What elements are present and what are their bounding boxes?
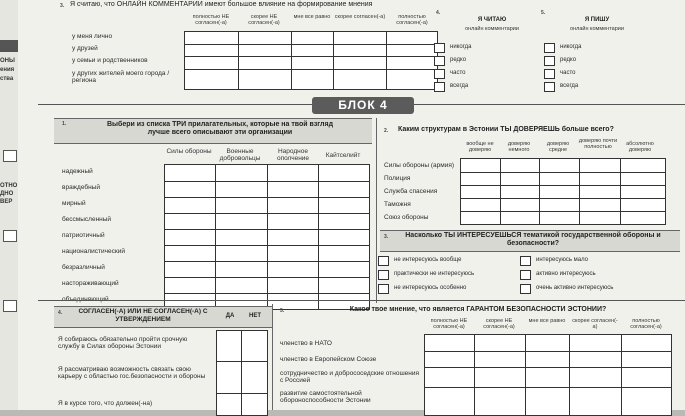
q4-top-checkbox[interactable]	[434, 43, 445, 53]
q3-top-col-header: скорее согласен(-а)	[334, 14, 386, 20]
q2-number: 2.	[384, 128, 389, 134]
left-page-snippet: ВЕР	[0, 199, 13, 205]
q4-top-option: никогда	[450, 44, 472, 50]
left-page-snippet: ДНО	[0, 191, 14, 197]
left-page-snippet: ОНЫ	[0, 58, 15, 64]
left-page-snippet: ОТНО	[0, 183, 18, 189]
q5-top-option: никогда	[560, 44, 582, 50]
q4b-number: 4.	[58, 310, 63, 316]
q5b-row-label: членство в НАТО	[280, 340, 332, 347]
q5-top-option: всегда	[560, 83, 579, 89]
q3b-checkbox[interactable]	[378, 270, 389, 280]
q5b-number: 5.	[280, 308, 285, 314]
q3b-checkbox[interactable]	[520, 256, 531, 266]
q3-top-col-header: полностью НЕ согласен(-а)	[192, 14, 230, 26]
q4-top-option: всегда	[450, 83, 469, 89]
q1-title: Выбери из списка ТРИ прилагательных, которые на твой взгляд лучше всего описывают эти организации	[106, 121, 334, 136]
q3b-option: активно интересуюсь	[536, 271, 596, 277]
q2-row-label: Служба спасения	[384, 188, 438, 195]
left-page-box	[3, 230, 17, 242]
q4-top-option: редко	[450, 57, 467, 63]
q4b-title: СОГЛАСЕН(-А) ИЛИ НЕ СОГЛАСЕН(-А) С УТВЕРЖДЕНИЕМ	[78, 308, 208, 323]
q1-number: 1.	[62, 121, 67, 127]
q5b-col-header: скорее НЕ согласен(-а)	[483, 318, 515, 330]
q5b-col-header: скорее согласен(-а)	[572, 318, 618, 330]
q3b-checkbox[interactable]	[520, 270, 531, 280]
q4-top-checkbox[interactable]	[434, 82, 445, 92]
q3b-title: Насколько ТЫ ИНТЕРЕСУЕШЬСЯ тематикой государственной обороны и безопасности?	[405, 232, 661, 247]
q5-top-option: часто	[560, 70, 576, 76]
q2-col-header: доверяю немного	[507, 141, 531, 153]
q5-top-checkbox[interactable]	[544, 43, 555, 53]
q4-top-checkbox[interactable]	[434, 69, 445, 79]
q3-top-col-header: полностью согласен(-а)	[396, 14, 428, 26]
q4b-grid[interactable]	[216, 330, 268, 416]
q3-top-row-label: у меня лично	[72, 33, 113, 40]
q5b-grid[interactable]	[424, 334, 672, 416]
q3b-option: очень активно интересуюсь	[536, 285, 614, 291]
q1-row-label: надежный	[62, 168, 93, 175]
q5-top-number: 5.	[541, 10, 546, 16]
section-divider	[376, 118, 377, 303]
q3b-number: 3.	[384, 234, 389, 240]
q2-grid[interactable]	[460, 158, 666, 225]
q2-row-label: Силы обороны (армия)	[384, 162, 455, 169]
left-page-box	[3, 150, 17, 162]
q2-row-label: Таможня	[384, 201, 411, 208]
q4-top-option: часто	[450, 70, 466, 76]
left-page-snippet: ения	[0, 67, 15, 73]
q3-top-col-header: мне все равно	[293, 14, 331, 20]
q1-row-label: националистический	[62, 248, 126, 255]
q5-top-checkbox[interactable]	[544, 56, 555, 66]
q5b-col-header: полностью согласен(-а)	[630, 318, 662, 330]
q5b-col-header: полностью НЕ согласен(-а)	[430, 318, 468, 330]
q2-row-label: Союз обороны	[384, 214, 429, 221]
q5b-row-label: членство в Европейском Союзе	[280, 356, 377, 363]
q5b-row-label: развитие самостоятельной обороноспособности Эстонии	[280, 390, 371, 404]
q5b-row-label: сотрудничество и добрососедские отношения с Россией	[280, 370, 420, 384]
q1-col-header: Народное ополчение	[276, 148, 310, 162]
questionnaire-sheet	[18, 0, 685, 410]
q4-top-number: 4.	[436, 10, 441, 16]
q2-col-header: доверяю почти полностью	[578, 138, 618, 150]
q5-top-title: Я ПИШУ	[584, 17, 610, 23]
q1-grid[interactable]	[164, 164, 370, 310]
q3-top-number: 3.	[60, 3, 65, 9]
q3-top-row-label: у друзей	[72, 45, 98, 52]
left-page-edge	[0, 0, 19, 410]
q1-row-label: бессмысленный	[62, 216, 112, 223]
q2-row-label: Полиция	[384, 175, 411, 182]
q1-col-header: Силы обороны	[166, 148, 212, 155]
q1-row-label: враждебный	[62, 184, 100, 191]
q5-top-option: редко	[560, 57, 577, 63]
q4b-no-header: НЕТ	[249, 313, 261, 319]
q4-top-subtitle: онлайн комментарии	[465, 26, 519, 32]
q2-title: Каким структурам в Эстонии ТЫ ДОВЕРЯЕШЬ больше всего?	[398, 126, 614, 133]
left-page-band	[0, 40, 18, 52]
q3b-option: не интересуюсь особенно	[394, 285, 467, 291]
section-divider	[272, 304, 273, 410]
block-4-label: БЛОК 4	[312, 97, 414, 114]
q3-top-grid[interactable]	[184, 31, 438, 90]
q2-col-header: доверяю средне	[546, 141, 570, 153]
left-page-snippet: ства	[0, 76, 14, 82]
q5-top-checkbox[interactable]	[544, 69, 555, 79]
q3b-option: интересуюсь мало	[536, 257, 589, 263]
q3b-option: не интересуюсь вообще	[394, 257, 462, 263]
q3b-checkbox[interactable]	[378, 284, 389, 294]
q5-top-subtitle: онлайн комментарии	[570, 26, 624, 32]
q3b-checkbox[interactable]	[378, 256, 389, 266]
q1-row-label: безразличный	[62, 264, 105, 271]
q4b-row-label: Я рассматриваю возможность связать свою карьеру с областью гос.безопасности и обороны	[58, 366, 206, 380]
q1-col-header: Военные добровольцы	[219, 148, 261, 162]
q3-top-title: Я считаю, что ОНЛАЙН КОММЕНТАРИИ имеют большое влияние на формирование мнения	[70, 1, 373, 8]
q3b-checkbox[interactable]	[520, 284, 531, 294]
left-page-box	[3, 300, 17, 312]
q5b-col-header: мне все равно	[528, 318, 566, 324]
q4-top-title: Я ЧИТАЮ	[477, 17, 507, 23]
q3b-option: практически не интересуюсь	[394, 271, 475, 277]
q2-col-header: абсолютно доверяю	[626, 141, 654, 153]
q1-col-header: Кайтселийт	[325, 152, 361, 159]
q3-top-row-label: у семьи и родственников	[72, 57, 148, 64]
q2-col-header: вообще не доверяю	[466, 141, 494, 153]
q1-row-label: патриотичный	[62, 232, 105, 239]
lower-divider-line	[38, 300, 685, 301]
q5-top-checkbox[interactable]	[544, 82, 555, 92]
q1-row-label: настораживающий	[62, 280, 119, 287]
q3-top-row-label: у других жителей моего города / региона	[72, 70, 170, 84]
q4b-row-label: Я в курсе того, что должен(-на)	[58, 400, 153, 407]
q1-row-label: мирный	[62, 200, 86, 207]
q4b-yes-header: ДА	[225, 313, 235, 319]
q4b-row-label: Я собираюсь обязательно пройти срочную службу в Силах обороны Эстонии	[58, 336, 188, 350]
q5b-title: Какое твое мнение, что является ГАРАНТОМ БЕЗОПАСНОСТИ ЭСТОНИИ?	[349, 306, 607, 313]
q3-top-col-header: скорее НЕ согласен(-а)	[248, 14, 280, 26]
q4-top-checkbox[interactable]	[434, 56, 445, 66]
